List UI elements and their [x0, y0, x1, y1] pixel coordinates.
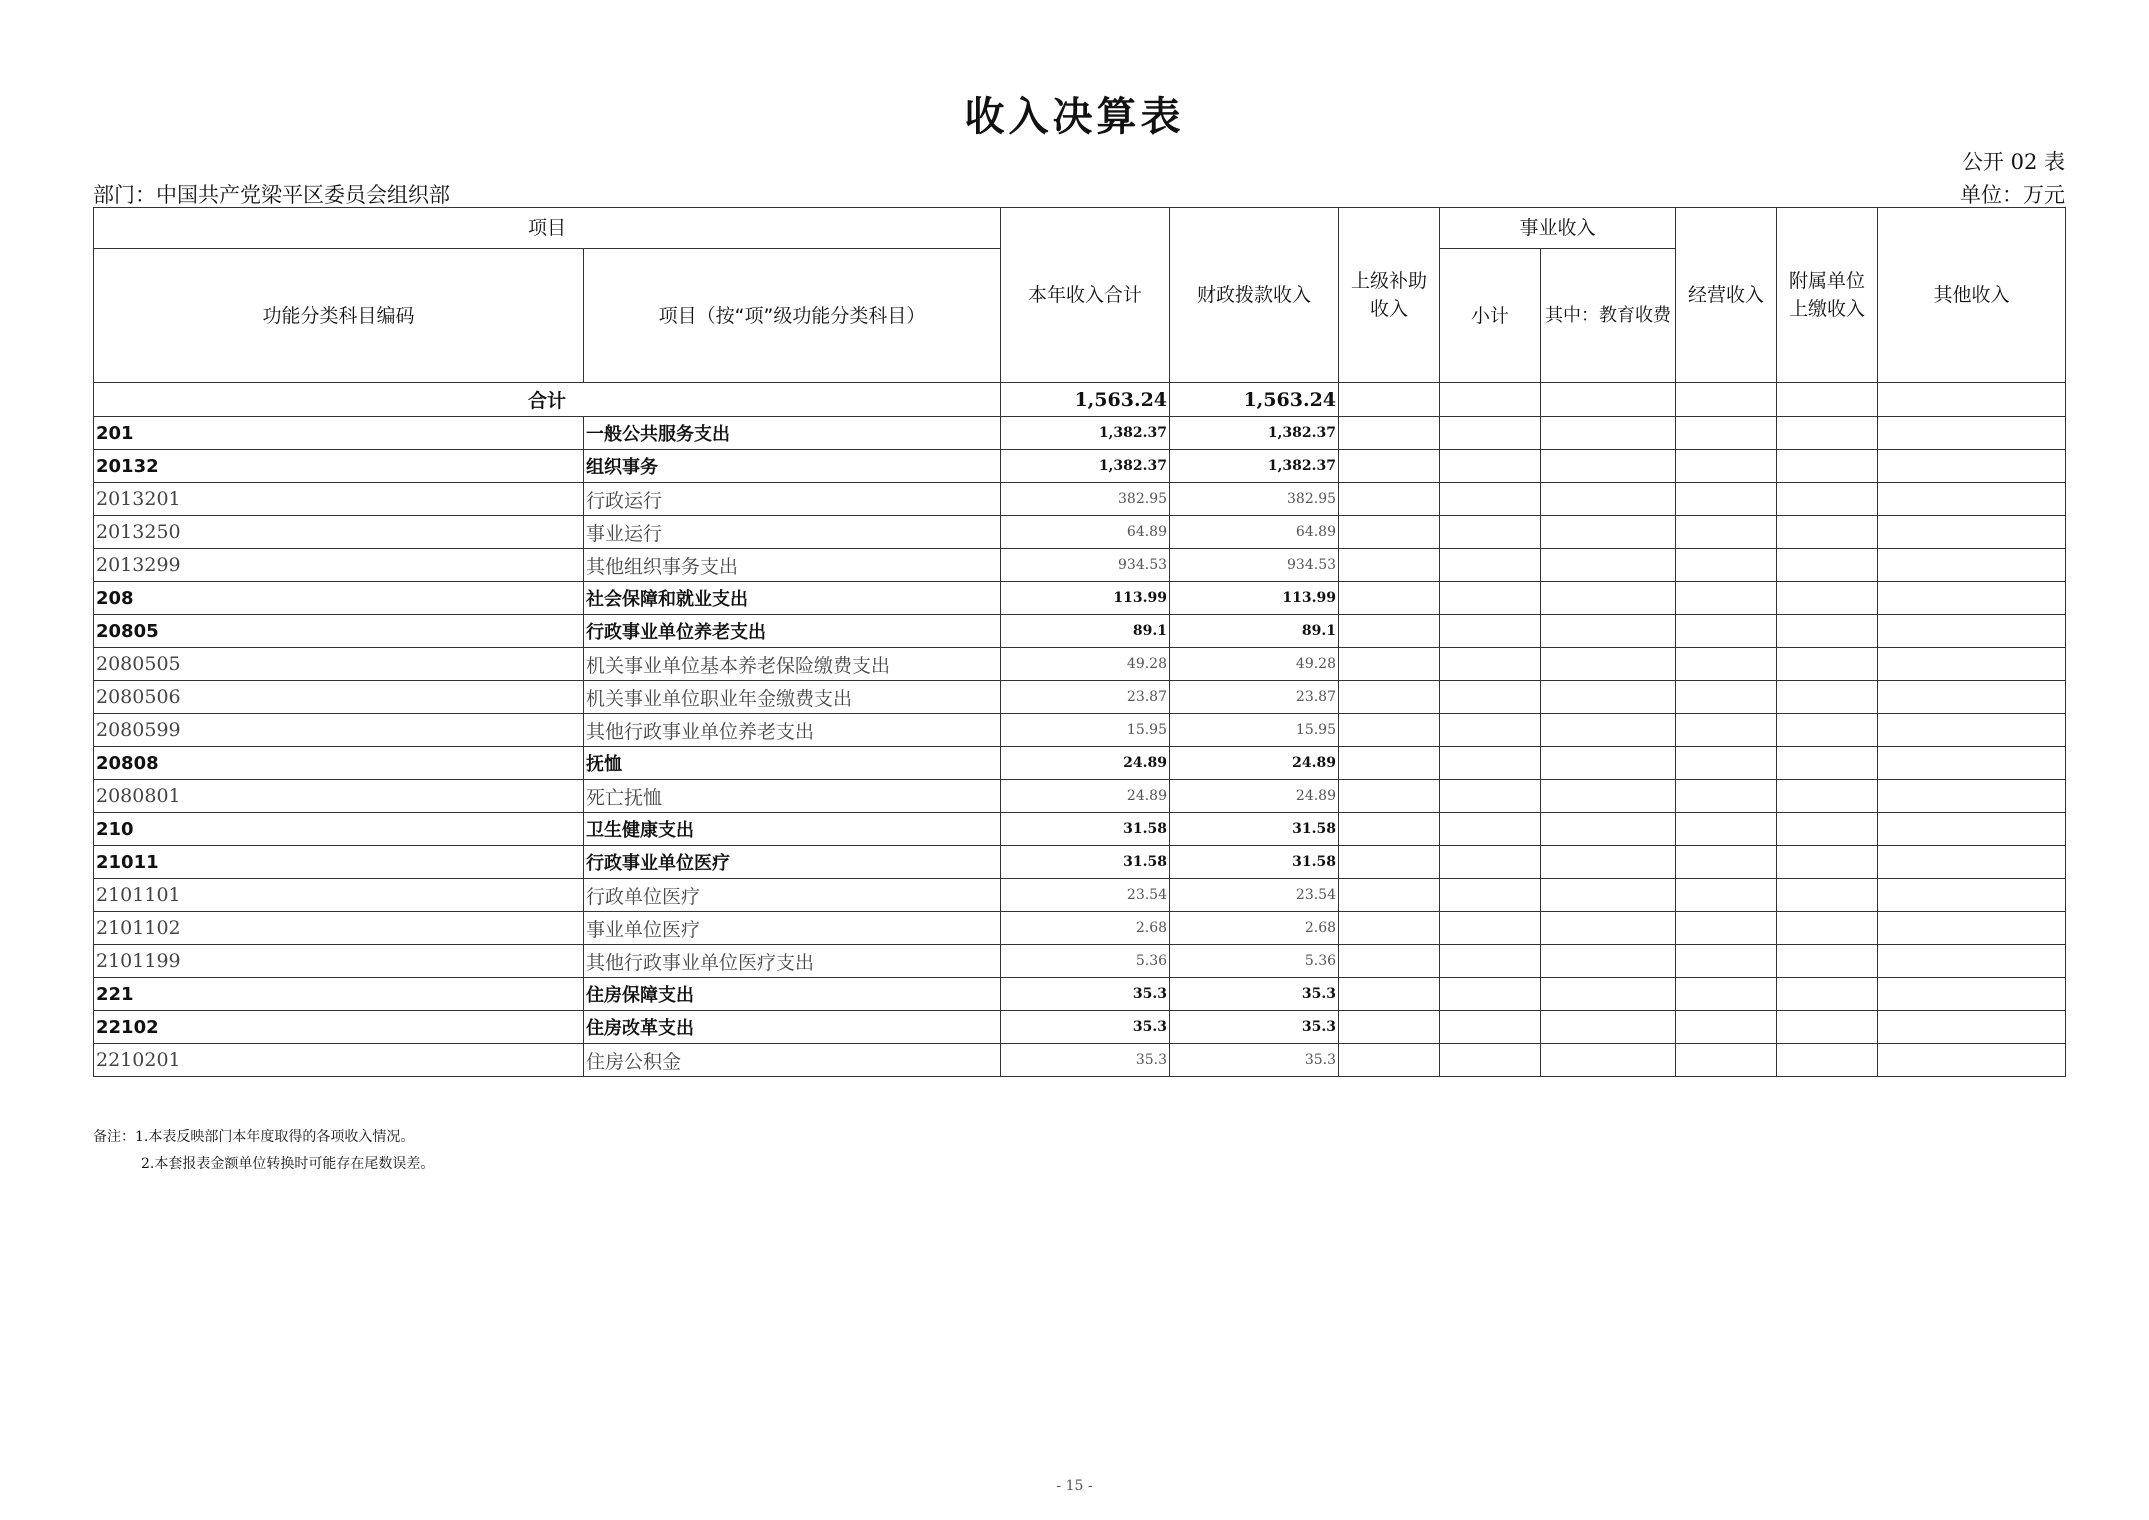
page-number: - 15 -	[1056, 1478, 1093, 1494]
empty-cell	[1440, 483, 1541, 516]
table-row	[94, 549, 2066, 582]
empty-cell	[1878, 383, 2066, 417]
empty-cell	[1339, 383, 1440, 417]
row-fiscal: 23.87	[1170, 681, 1339, 714]
empty-cell	[1676, 912, 1777, 945]
row-total-income: 24.89	[1001, 747, 1170, 780]
table-row	[94, 747, 2066, 780]
empty-cell	[1878, 846, 2066, 879]
header-superior	[1339, 208, 1440, 383]
row-name: 行政事业单位养老支出	[584, 615, 1001, 648]
row-total-income: 15.95	[1001, 714, 1170, 747]
empty-cell	[1339, 945, 1440, 978]
row-code: 21011	[94, 846, 584, 879]
row-total-income: 35.3	[1001, 978, 1170, 1011]
row-code: 2013250	[94, 516, 584, 549]
row-fiscal: 1,382.37	[1170, 417, 1339, 450]
empty-cell	[1339, 1011, 1440, 1044]
empty-cell	[1339, 615, 1440, 648]
header-business: 事业收入	[1440, 208, 1676, 249]
row-name: 社会保障和就业支出	[584, 582, 1001, 615]
empty-cell	[1440, 417, 1541, 450]
row-fiscal: 24.89	[1170, 747, 1339, 780]
empty-cell	[1777, 945, 1878, 978]
empty-cell	[1541, 714, 1676, 747]
empty-cell	[1878, 582, 2066, 615]
empty-cell	[1339, 879, 1440, 912]
empty-cell	[1777, 648, 1878, 681]
empty-cell	[1777, 582, 1878, 615]
empty-cell	[1878, 516, 2066, 549]
row-fiscal: 15.95	[1170, 714, 1339, 747]
empty-cell	[1777, 912, 1878, 945]
row-fiscal: 64.89	[1170, 516, 1339, 549]
row-total-income: 5.36	[1001, 945, 1170, 978]
table-row	[94, 681, 2066, 714]
empty-cell	[1440, 780, 1541, 813]
empty-cell	[1777, 846, 1878, 879]
empty-cell	[1676, 483, 1777, 516]
row-code: 208	[94, 582, 584, 615]
table-row	[94, 945, 2066, 978]
empty-cell	[1440, 516, 1541, 549]
row-fiscal: 31.58	[1170, 846, 1339, 879]
header-affiliated-line1: 附属单位	[1789, 270, 1866, 292]
row-code: 20805	[94, 615, 584, 648]
row-name: 住房改革支出	[584, 1011, 1001, 1044]
row-name: 事业单位医疗	[584, 912, 1001, 945]
row-fiscal: 1,382.37	[1170, 450, 1339, 483]
row-name: 住房公积金	[584, 1044, 1001, 1077]
header-code: 功能分类科目编码	[94, 249, 584, 383]
row-fiscal: 113.99	[1170, 582, 1339, 615]
empty-cell	[1676, 383, 1777, 417]
row-code: 2080599	[94, 714, 584, 747]
empty-cell	[1878, 714, 2066, 747]
empty-cell	[1339, 780, 1440, 813]
empty-cell	[1440, 945, 1541, 978]
row-total-income: 2.68	[1001, 912, 1170, 945]
empty-cell	[1878, 450, 2066, 483]
row-code: 2101199	[94, 945, 584, 978]
row-fiscal: 89.1	[1170, 615, 1339, 648]
row-name: 机关事业单位基本养老保险缴费支出	[584, 648, 1001, 681]
empty-cell	[1440, 879, 1541, 912]
row-total-income: 24.89	[1001, 780, 1170, 813]
row-code: 2080801	[94, 780, 584, 813]
row-fiscal: 35.3	[1170, 978, 1339, 1011]
empty-cell	[1339, 813, 1440, 846]
row-total-income: 934.53	[1001, 549, 1170, 582]
row-fiscal: 934.53	[1170, 549, 1339, 582]
empty-cell	[1878, 813, 2066, 846]
empty-cell	[1541, 648, 1676, 681]
empty-cell	[1440, 714, 1541, 747]
row-total-income: 1,382.37	[1001, 450, 1170, 483]
empty-cell	[1777, 383, 1878, 417]
empty-cell	[1878, 615, 2066, 648]
empty-cell	[1676, 417, 1777, 450]
empty-cell	[1440, 1011, 1541, 1044]
row-fiscal: 382.95	[1170, 483, 1339, 516]
empty-cell	[1541, 483, 1676, 516]
empty-cell	[1676, 615, 1777, 648]
empty-cell	[1440, 681, 1541, 714]
row-total-income: 23.87	[1001, 681, 1170, 714]
row-total-income: 23.54	[1001, 879, 1170, 912]
header-superior-line2: 收入	[1370, 298, 1409, 320]
empty-cell	[1339, 747, 1440, 780]
row-name: 行政单位医疗	[584, 879, 1001, 912]
empty-cell	[1676, 1044, 1777, 1077]
empty-cell	[1676, 780, 1777, 813]
empty-cell	[1440, 912, 1541, 945]
empty-cell	[1676, 714, 1777, 747]
table-row	[94, 648, 2066, 681]
table-row	[94, 516, 2066, 549]
note-2: 2.本套报表金额单位转换时可能存在尾数误差。	[141, 1156, 435, 1172]
row-code: 20132	[94, 450, 584, 483]
unit-label: 单位：万元	[1960, 183, 2065, 207]
row-fiscal: 49.28	[1170, 648, 1339, 681]
empty-cell	[1878, 978, 2066, 1011]
empty-cell	[1777, 780, 1878, 813]
header-total-income: 本年收入合计	[1001, 208, 1170, 383]
empty-cell	[1777, 978, 1878, 1011]
header-affiliated	[1777, 208, 1878, 383]
table-row	[94, 1011, 2066, 1044]
table-row	[94, 417, 2066, 450]
empty-cell	[1878, 681, 2066, 714]
empty-cell	[1440, 1044, 1541, 1077]
row-total-income: 382.95	[1001, 483, 1170, 516]
empty-cell	[1339, 846, 1440, 879]
empty-cell	[1440, 846, 1541, 879]
empty-cell	[1541, 582, 1676, 615]
table-row	[94, 615, 2066, 648]
empty-cell	[1777, 450, 1878, 483]
empty-cell	[1777, 747, 1878, 780]
empty-cell	[1878, 780, 2066, 813]
table-row	[94, 912, 2066, 945]
empty-cell	[1541, 846, 1676, 879]
empty-cell	[1676, 813, 1777, 846]
empty-cell	[1676, 978, 1777, 1011]
empty-cell	[1676, 747, 1777, 780]
empty-cell	[1878, 648, 2066, 681]
total-fiscal-value: 1,563.24	[1170, 383, 1339, 417]
department-label: 部门：中国共产党梁平区委员会组织部	[93, 183, 450, 207]
row-fiscal: 35.3	[1170, 1011, 1339, 1044]
empty-cell	[1339, 549, 1440, 582]
empty-cell	[1440, 549, 1541, 582]
empty-cell	[1541, 450, 1676, 483]
empty-cell	[1339, 714, 1440, 747]
empty-cell	[1541, 1044, 1676, 1077]
total-income-value: 1,563.24	[1001, 383, 1170, 417]
header-name: 项目（按“项”级功能分类科目）	[584, 249, 1001, 383]
empty-cell	[1440, 383, 1541, 417]
empty-cell	[1440, 813, 1541, 846]
table-row	[94, 813, 2066, 846]
empty-cell	[1440, 978, 1541, 1011]
empty-cell	[1878, 1011, 2066, 1044]
empty-cell	[1440, 747, 1541, 780]
empty-cell	[1339, 1044, 1440, 1077]
row-code: 2101102	[94, 912, 584, 945]
row-code: 2080506	[94, 681, 584, 714]
row-name: 卫生健康支出	[584, 813, 1001, 846]
row-name: 死亡抚恤	[584, 780, 1001, 813]
row-code: 210	[94, 813, 584, 846]
empty-cell	[1541, 978, 1676, 1011]
row-code: 201	[94, 417, 584, 450]
empty-cell	[1878, 417, 2066, 450]
empty-cell	[1541, 813, 1676, 846]
empty-cell	[1777, 615, 1878, 648]
row-total-income: 35.3	[1001, 1011, 1170, 1044]
row-code: 2013299	[94, 549, 584, 582]
empty-cell	[1541, 1011, 1676, 1044]
header-fiscal: 财政拨款收入	[1170, 208, 1339, 383]
row-total-income: 49.28	[1001, 648, 1170, 681]
empty-cell	[1676, 549, 1777, 582]
row-name: 住房保障支出	[584, 978, 1001, 1011]
row-fiscal: 2.68	[1170, 912, 1339, 945]
empty-cell	[1878, 549, 2066, 582]
empty-cell	[1541, 549, 1676, 582]
empty-cell	[1440, 582, 1541, 615]
empty-cell	[1440, 615, 1541, 648]
header-subtotal: 小计	[1440, 249, 1541, 383]
form-number: 公开 02 表	[1961, 150, 2065, 174]
row-name: 其他行政事业单位养老支出	[584, 714, 1001, 747]
row-name: 其他行政事业单位医疗支出	[584, 945, 1001, 978]
empty-cell	[1777, 714, 1878, 747]
header-edu-fee: 其中：教育收费	[1541, 249, 1676, 383]
empty-cell	[1878, 879, 2066, 912]
table-row	[94, 879, 2066, 912]
header-superior-line1: 上级补助	[1351, 270, 1428, 292]
header-affiliated-line2: 上缴收入	[1789, 298, 1866, 320]
empty-cell	[1777, 1044, 1878, 1077]
empty-cell	[1339, 483, 1440, 516]
row-code: 20808	[94, 747, 584, 780]
empty-cell	[1878, 912, 2066, 945]
page-title: 收入决算表	[964, 94, 1185, 140]
row-name: 行政事业单位医疗	[584, 846, 1001, 879]
empty-cell	[1777, 879, 1878, 912]
empty-cell	[1676, 945, 1777, 978]
empty-cell	[1339, 912, 1440, 945]
empty-cell	[1676, 648, 1777, 681]
empty-cell	[1777, 483, 1878, 516]
table-row	[94, 1044, 2066, 1077]
table-row	[94, 450, 2066, 483]
row-name: 事业运行	[584, 516, 1001, 549]
table-row	[94, 714, 2066, 747]
empty-cell	[1777, 516, 1878, 549]
empty-cell	[1440, 648, 1541, 681]
row-name: 组织事务	[584, 450, 1001, 483]
row-total-income: 89.1	[1001, 615, 1170, 648]
empty-cell	[1878, 483, 2066, 516]
empty-cell	[1777, 1011, 1878, 1044]
row-total-income: 1,382.37	[1001, 417, 1170, 450]
total-row	[94, 383, 2066, 417]
row-total-income: 64.89	[1001, 516, 1170, 549]
notes	[93, 1124, 434, 1178]
empty-cell	[1878, 747, 2066, 780]
empty-cell	[1777, 417, 1878, 450]
row-fiscal: 35.3	[1170, 1044, 1339, 1077]
row-total-income: 31.58	[1001, 846, 1170, 879]
empty-cell	[1339, 450, 1440, 483]
empty-cell	[1339, 582, 1440, 615]
row-fiscal: 24.89	[1170, 780, 1339, 813]
empty-cell	[1676, 582, 1777, 615]
empty-cell	[1676, 450, 1777, 483]
row-code: 2080505	[94, 648, 584, 681]
empty-cell	[1541, 417, 1676, 450]
empty-cell	[1878, 1044, 2066, 1077]
empty-cell	[1777, 681, 1878, 714]
header-operating: 经营收入	[1676, 208, 1777, 383]
row-name: 一般公共服务支出	[584, 417, 1001, 450]
empty-cell	[1339, 516, 1440, 549]
row-code: 2210201	[94, 1044, 584, 1077]
table-row	[94, 846, 2066, 879]
empty-cell	[1676, 879, 1777, 912]
row-code: 221	[94, 978, 584, 1011]
empty-cell	[1541, 747, 1676, 780]
empty-cell	[1676, 516, 1777, 549]
empty-cell	[1541, 780, 1676, 813]
empty-cell	[1541, 879, 1676, 912]
empty-cell	[1541, 516, 1676, 549]
empty-cell	[1339, 648, 1440, 681]
row-fiscal: 5.36	[1170, 945, 1339, 978]
table-row	[94, 582, 2066, 615]
row-name: 行政运行	[584, 483, 1001, 516]
row-code: 22102	[94, 1011, 584, 1044]
table-row	[94, 483, 2066, 516]
row-total-income: 31.58	[1001, 813, 1170, 846]
row-fiscal: 23.54	[1170, 879, 1339, 912]
empty-cell	[1676, 1011, 1777, 1044]
empty-cell	[1777, 549, 1878, 582]
income-table	[93, 207, 2066, 1077]
empty-cell	[1676, 846, 1777, 879]
empty-cell	[1676, 681, 1777, 714]
row-code: 2101101	[94, 879, 584, 912]
empty-cell	[1339, 417, 1440, 450]
table-row	[94, 978, 2066, 1011]
row-code: 2013201	[94, 483, 584, 516]
row-total-income: 113.99	[1001, 582, 1170, 615]
table-row	[94, 780, 2066, 813]
empty-cell	[1339, 681, 1440, 714]
empty-cell	[1878, 945, 2066, 978]
row-name: 机关事业单位职业年金缴费支出	[584, 681, 1001, 714]
empty-cell	[1541, 681, 1676, 714]
row-name: 抚恤	[584, 747, 1001, 780]
row-name: 其他组织事务支出	[584, 549, 1001, 582]
header-project: 项目	[94, 208, 1001, 249]
empty-cell	[1440, 450, 1541, 483]
empty-cell	[1541, 383, 1676, 417]
total-label: 合计	[94, 383, 1001, 417]
row-total-income: 35.3	[1001, 1044, 1170, 1077]
note-1: 备注：1.本表反映部门本年度取得的各项收入情况。	[93, 1129, 415, 1145]
empty-cell	[1541, 945, 1676, 978]
header-other: 其他收入	[1878, 208, 2066, 383]
empty-cell	[1541, 615, 1676, 648]
empty-cell	[1339, 978, 1440, 1011]
row-fiscal: 31.58	[1170, 813, 1339, 846]
empty-cell	[1541, 912, 1676, 945]
empty-cell	[1777, 813, 1878, 846]
